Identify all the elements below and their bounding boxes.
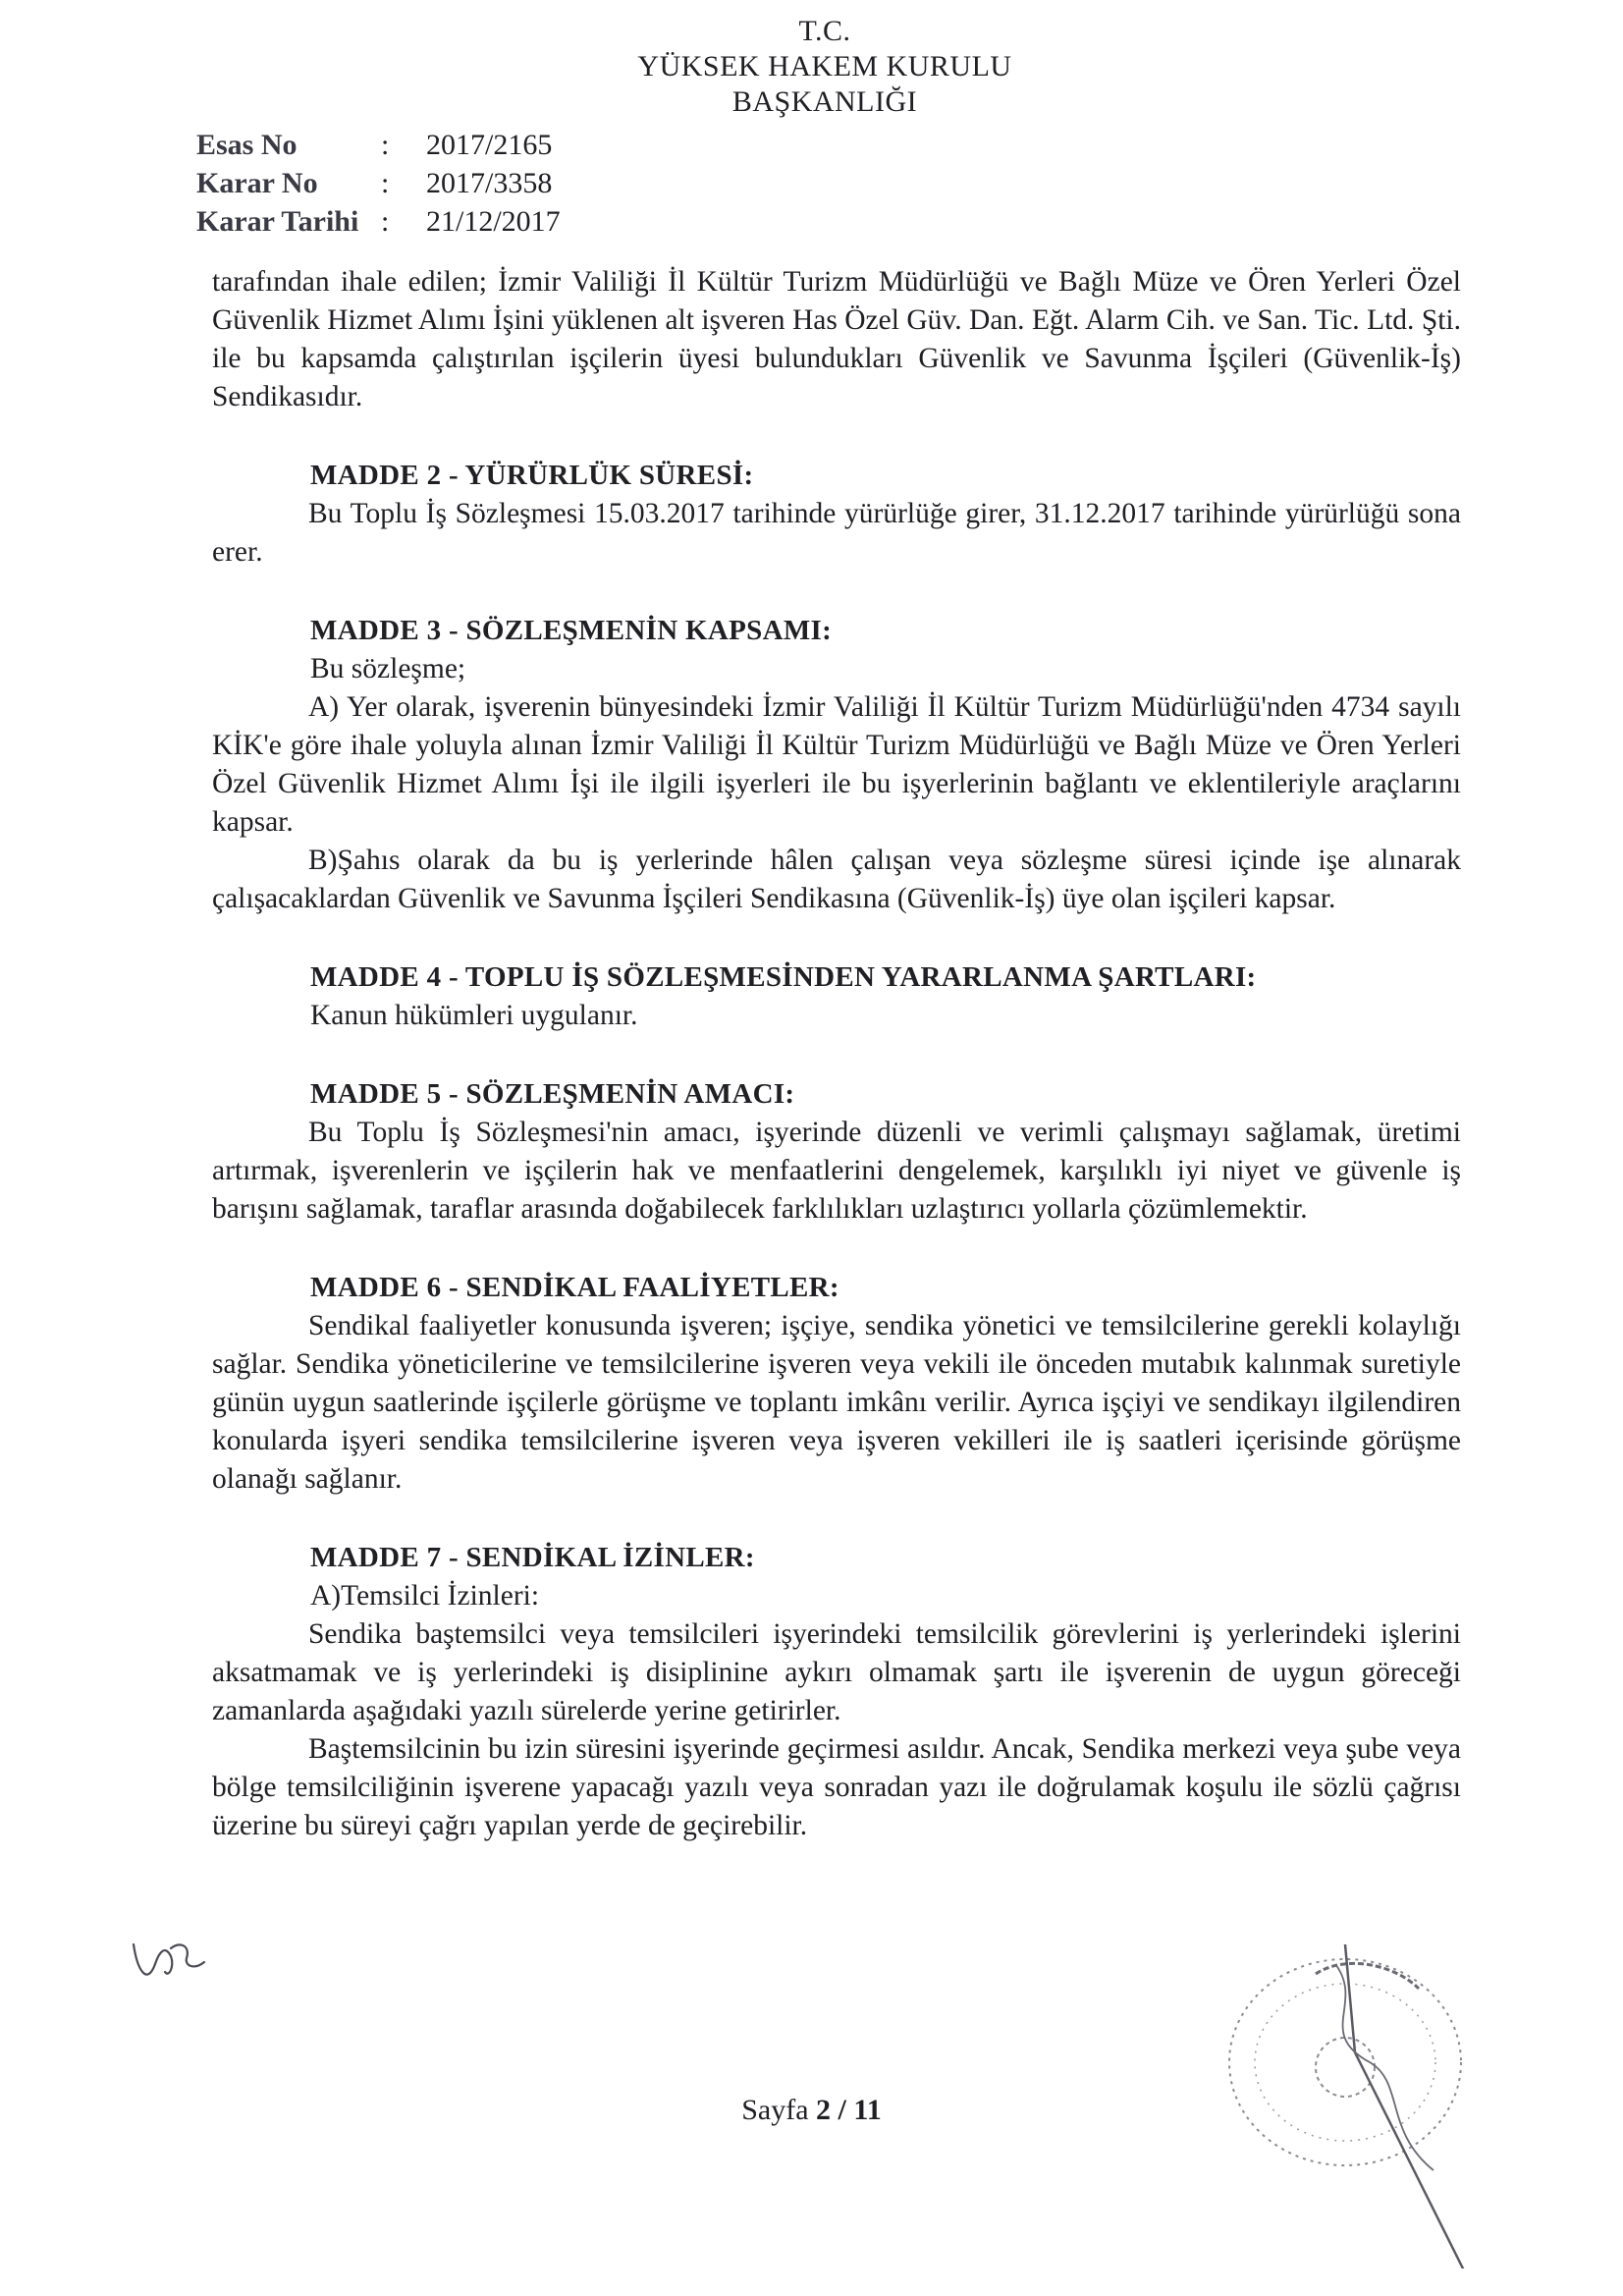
section-madde-6 [212, 1268, 1461, 1499]
meta-row-karar [196, 164, 561, 202]
intro-paragraph: tarafından ihale edilen; İzmir Valiliği İl Kültür Turizm Müdürlüğü ve Bağlı Müze ve Ören Yerleri Özel Güvenlik Hizmet Alımı İşini yüklenen alt işveren Has Özel Güv. Dan. Eğt. Alarm Cih. ve San. Tic. Ltd. Şti. ile bu kapsamda çalıştırılan işçilerin üyesi bulundukları Güvenlik ve Savunma İşçileri (Güvenlik-İş) Sendikasıdır. [212, 266, 1461, 412]
section-madde-2 [212, 456, 1461, 572]
document-header [550, 14, 1100, 120]
section-heading: MADDE 6 - SENDİKAL FAALİYETLER: [310, 1272, 839, 1303]
section-madde-4 [212, 957, 1461, 1035]
section-paragraph: Baştemsilcinin bu izin süresini işyerinde geçirmesi asıldır. Ancak, Sendika merkezi veya şube veya bölge temsilciliğinin işverene yapacağı yazılı veya sonradan yazı ile doğrulamak koşulu ile sözlü çağrısı üzerine bu süreyi çağrı yapılan yerde de geçirebilir. [212, 1733, 1461, 1841]
section-paragraph-a: A) Yer olarak, işverenin bünyesindeki İzmir Valiliği İl Kültür Turizm Müdürlüğü'nden 4734 sayılı KİK'e göre ihale yoluyla alınan İzmir Valiliği İl Kültür Turizm Müdürlüğü ve Bağlı Müze ve Ören Yerleri Özel Güvenlik Hizmet Alımı İşi ile ilgili işyerleri ile bu işyerlerinin bağlantı ve eklentileriyle araçlarını kapsar. [212, 691, 1461, 838]
meta-row-tarih [196, 202, 561, 241]
section-paragraph: Bu Toplu İş Sözleşmesi 15.03.2017 tarihinde yürürlüğe girer, 31.12.2017 tarihinde yürürlüğü sona erer. [212, 498, 1461, 568]
meta-colon: : [381, 129, 390, 161]
section-subheading: A)Temsilci İzinleri: [310, 1580, 540, 1612]
page-label: Sayfa [741, 2094, 809, 2126]
meta-label: Karar No [196, 167, 318, 199]
header-institution: YÜKSEK HAKEM KURULU [637, 50, 1012, 82]
header-tc: T.C. [798, 15, 851, 47]
case-meta [196, 126, 561, 241]
section-madde-5 [212, 1074, 1461, 1229]
section-paragraph: Bu Toplu İş Sözleşmesi'nin amacı, işyerinde düzenli ve verimli çalışmayı sağlamak, üretimi artırmak, işverenlerin ve işçilerin hak ve menfaatlerini dengelemek, karşılıklı iyi niyet ve güvenle iş barışını sağlamak, taraflar arasında doğabilecek farklılıkları uzlaştırıcı yollarla çözümlemektir. [212, 1117, 1461, 1225]
section-heading: MADDE 4 - TOPLU İŞ SÖZLEŞMESİNDEN YARARLANMA ŞARTLARI: [310, 961, 1257, 993]
section-madde-3 [212, 611, 1461, 918]
section-heading: MADDE 2 - YÜRÜRLÜK SÜRESİ: [310, 460, 754, 491]
meta-colon: : [381, 167, 390, 199]
section-paragraph-b: B)Şahıs olarak da bu iş yerlerinde hâlen çalışan veya sözleşme süresi içinde işe alınarak çalışacaklardan Güvenlik ve Savunma İşçileri Sendikasına (Güvenlik-İş) üye olan işçileri kapsar. [212, 845, 1461, 914]
section-heading: MADDE 3 - SÖZLEŞMENİN KAPSAMI: [310, 615, 833, 646]
handwritten-initial [126, 1927, 214, 1995]
page-footer [0, 2094, 1623, 2127]
section-paragraph: Sendikal faaliyetler konusunda işveren; işçiye, sendika yönetici ve temsilcilerine gerekli kolaylığı sağlar. Sendika yöneticilerine ve temsilcilerine işveren veya vekili ile önceden mutabık kalınmak suretiyle günün uygun saatlerinde işçilerle görüşme ve toplantı imkânı verilir. Ayrıca işçiyi ve sendikayı ilgilendiren konularda işyeri sendika temsilcilerine işveren veya işveren vekilleri ile iş saatleri içerisinde görüşme olanağı sağlanır. [212, 1310, 1461, 1495]
page-separator: / [838, 2094, 846, 2126]
section-lead: Bu sözleşme; [310, 653, 466, 684]
document-body [212, 263, 1461, 1845]
page-total: 11 [853, 2094, 882, 2126]
meta-row-esas [196, 126, 561, 164]
meta-label: Esas No [196, 129, 298, 161]
meta-value: 2017/3358 [426, 167, 553, 199]
section-heading: MADDE 7 - SENDİKAL İZİNLER: [310, 1542, 755, 1573]
section-madde-7 [212, 1538, 1461, 1845]
section-heading: MADDE 5 - SÖZLEŞMENİN AMACI: [310, 1078, 795, 1110]
section-paragraph: Sendika baştemsilci veya temsilcileri işyerindeki temsilcilik görevlerini iş yerlerindeki işlerini aksatmamak ve iş yerlerindeki iş disiplinine aykırı olmamak şartı ile işverenin de uygun göreceği zamanlarda aşağıdaki yazılı sürelerde yerine getirirler. [212, 1618, 1461, 1726]
meta-label: Karar Tarihi [196, 205, 359, 238]
meta-colon: : [381, 205, 390, 238]
meta-value: 21/12/2017 [426, 205, 561, 238]
header-presidency: BAŞKANLIĞI [731, 85, 918, 118]
page-current: 2 [816, 2094, 832, 2126]
section-paragraph: Kanun hükümleri uygulanır. [310, 1000, 638, 1031]
meta-value: 2017/2165 [426, 129, 553, 161]
